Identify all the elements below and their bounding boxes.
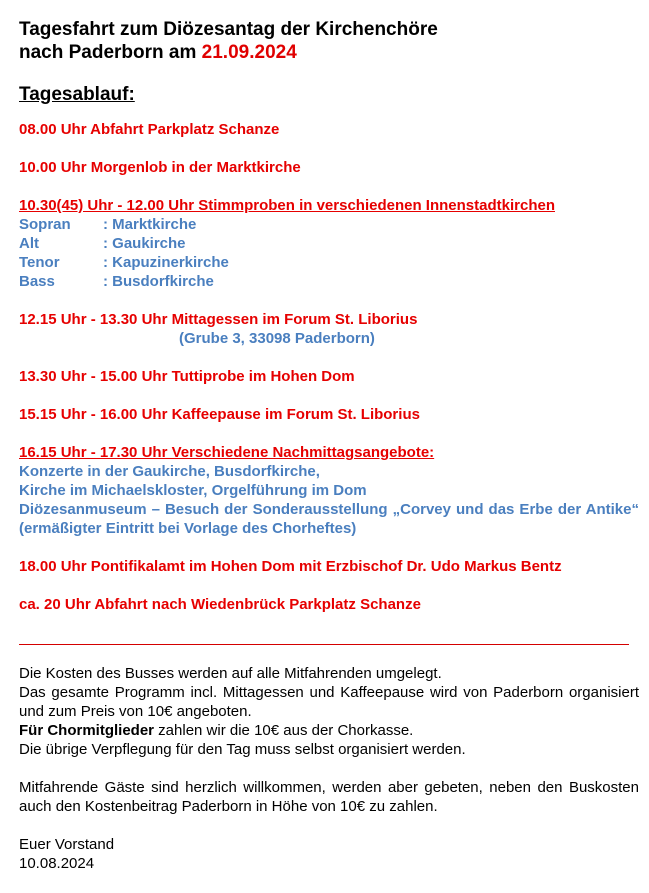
lunch-address: (Grube 3, 33098 Paderborn): [179, 330, 375, 347]
document-title: [19, 18, 639, 64]
afternoon-detail-3: Diözesanmuseum – Besuch der Sonderausstellung „Corvey und das Erbe der Antike“ (ermäßigter Eintritt bei Vorlage des Chorheftes): [19, 501, 639, 537]
schedule-item-coffee-break: 15.15 Uhr - 16.00 Uhr Kaffeepause im Forum St. Liborius: [19, 406, 420, 423]
title-line-2: [19, 41, 639, 64]
voice-name: Alt: [19, 235, 39, 252]
schedule-item-tutti-rehearsal: 13.30 Uhr - 15.00 Uhr Tuttiprobe im Hohen Dom: [19, 368, 355, 385]
choir-members-text: zahlen wir die 10€ aus der Chorkasse.: [154, 722, 414, 739]
schedule-heading: Tagesablauf:: [19, 84, 135, 105]
voice-name: Bass: [19, 273, 55, 290]
title-line-1: Tagesfahrt zum Diözesantag der Kirchenchöre: [19, 19, 438, 40]
voice-row: [19, 253, 639, 272]
voice-row: [19, 234, 639, 253]
schedule-item-afternoon: 16.15 Uhr - 17.30 Uhr Verschiedene Nachmittagsangebote:: [19, 444, 435, 461]
schedule-item-lunch: 12.15 Uhr - 13.30 Uhr Mittagessen im Forum St. Liborius: [19, 311, 418, 328]
voice-name: Sopran: [19, 216, 71, 233]
choir-members-label: Für Chormitglieder: [19, 722, 155, 739]
title-prefix: nach Paderborn am: [19, 42, 202, 63]
voice-church: : Busdorfkirche: [103, 273, 214, 290]
voice-church: : Kapuzinerkirche: [103, 254, 229, 271]
voice-church: : Marktkirche: [103, 216, 197, 233]
notes-guests: Mitfahrende Gäste sind herzlich willkommen, werden aber gebeten, neben den Buskosten auch den Kostenbeitrag Paderborn in Höhe von 10€ zu zahlen.: [19, 779, 639, 815]
schedule-item-rehearsals: 10.30(45) Uhr - 12.00 Uhr Stimmproben in verschiedenen Innenstadtkirchen: [19, 197, 555, 214]
afternoon-detail-2: Kirche im Michaelskloster, Orgelführung im Dom: [19, 482, 367, 499]
afternoon-detail-1: Konzerte in der Gaukirche, Busdorfkirche,: [19, 463, 320, 480]
notes-choir-members: [19, 721, 639, 740]
voice-row: [19, 215, 639, 234]
signature-date: 10.08.2024: [19, 855, 95, 872]
notes-catering: Die übrige Verpflegung für den Tag muss selbst organisiert werden.: [19, 741, 466, 758]
voice-church: : Gaukirche: [103, 235, 186, 252]
notes-program-costs: Das gesamte Programm incl. Mittagessen und Kaffeepause wird von Paderborn organisiert und zum Preis von 10€ angeboten.: [19, 684, 639, 720]
voice-row: [19, 272, 639, 291]
schedule-item-departure: 08.00 Uhr Abfahrt Parkplatz Schanze: [19, 121, 280, 138]
schedule-item-pontifical-mass: 18.00 Uhr Pontifikalamt im Hohen Dom mit Erzbischof Dr. Udo Markus Bentz: [19, 558, 562, 575]
voice-name: Tenor: [19, 254, 60, 271]
notes-bus-costs: Die Kosten des Busses werden auf alle Mitfahrenden umgelegt.: [19, 665, 442, 682]
schedule-item-return: ca. 20 Uhr Abfahrt nach Wiedenbrück Parkplatz Schanze: [19, 596, 421, 613]
signature: Euer Vorstand: [19, 836, 115, 853]
event-date: 21.09.2024: [201, 42, 297, 63]
document: [19, 18, 639, 873]
voice-list: [19, 215, 639, 291]
schedule-item-morning-prayer: 10.00 Uhr Morgenlob in der Marktkirche: [19, 159, 301, 176]
